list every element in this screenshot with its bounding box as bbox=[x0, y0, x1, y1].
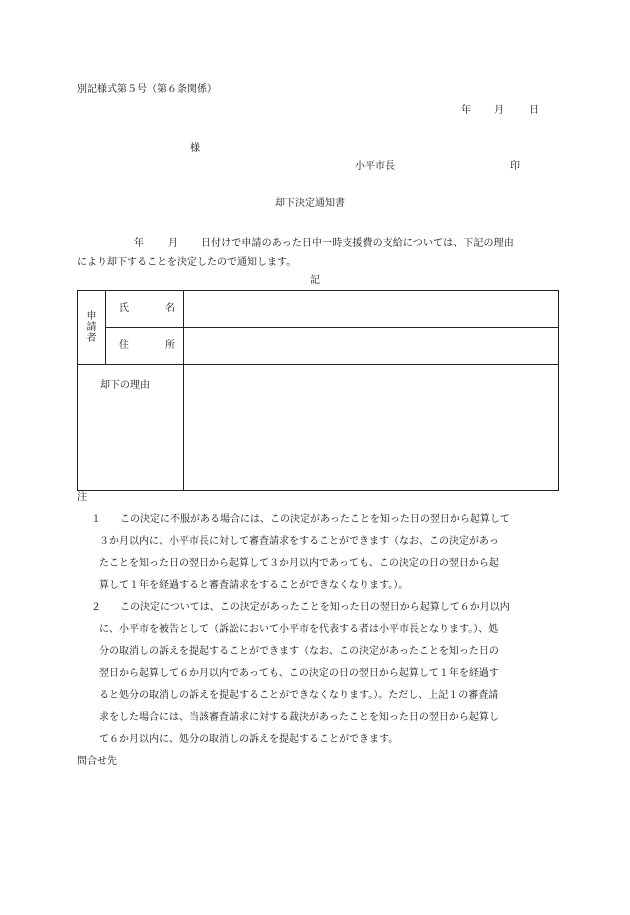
name-label-a: 氏 bbox=[119, 303, 129, 314]
address-field[interactable] bbox=[184, 328, 559, 365]
reason-label: 却下の理由 bbox=[100, 380, 150, 391]
address-label-a: 住 bbox=[119, 340, 129, 351]
form-number: 別記様式第５号（第６条関係） bbox=[77, 84, 217, 95]
note-number: １ bbox=[91, 514, 101, 525]
address-label-b: 所 bbox=[165, 340, 175, 351]
applicant-form-table bbox=[77, 290, 559, 491]
name-label-b: 名 bbox=[165, 303, 175, 314]
note-line: ると処分の取消しの訴えを提起することができなくなります。）。ただし、上記１の審査請 bbox=[99, 690, 499, 701]
issuer-title: 小平市長 bbox=[355, 161, 395, 172]
applicant-label: 申請者 bbox=[86, 311, 97, 344]
note-item-1 bbox=[77, 509, 559, 597]
note-line: この決定に不服がある場合には、この決定があったことを知った日の翌日から起算して bbox=[120, 514, 510, 525]
name-field[interactable] bbox=[184, 291, 559, 328]
intro-year: 年 bbox=[134, 238, 144, 249]
document-title: 却下決定通知書 bbox=[275, 198, 345, 209]
ki-label: 記 bbox=[310, 275, 320, 286]
contact-label: 問合せ先 bbox=[77, 756, 117, 767]
address-label-cell bbox=[106, 328, 184, 365]
addressee-honorific: 様 bbox=[190, 143, 200, 154]
note-item-2 bbox=[77, 597, 559, 751]
reason-label-cell bbox=[78, 365, 184, 491]
note-number: ２ bbox=[91, 602, 101, 613]
intro-line1: 日付けで申請のあった日中一時支援費の支給については、下記の理由 bbox=[201, 238, 514, 249]
note-line: 翌日から起算して６か月以内であっても、この決定の日の翌日から起算して１年を経過す bbox=[99, 668, 499, 679]
note-line: ３か月以内に、小平市長に対して審査請求をすることができます（なお、この決定があっ bbox=[99, 536, 499, 547]
intro-month: 月 bbox=[168, 238, 178, 249]
applicant-cell bbox=[78, 291, 106, 365]
name-label-cell bbox=[106, 291, 184, 328]
note-line: 算して１年を経過すると審査請求をすることができなくなります。）。 bbox=[99, 580, 409, 591]
note-line: この決定については、この決定があったことを知った日の翌日から起算して６か月以内 bbox=[120, 602, 510, 613]
date-year-label: 年 bbox=[461, 105, 471, 116]
issuer-seal: 印 bbox=[510, 161, 520, 172]
date-day-label: 日 bbox=[529, 105, 539, 116]
note-line: たことを知った日の翌日から起算して３か月以内であっても、この決定の日の翌日から起 bbox=[99, 558, 499, 569]
date-month-label: 月 bbox=[494, 105, 504, 116]
note-line: に、小平市を被告として（訴訟において小平市を代表する者は小平市長となります。）、処 bbox=[99, 624, 499, 635]
intro-line2: により却下することを決定したので通知します。 bbox=[77, 257, 297, 268]
note-line: て６か月以内に、処分の取消しの訴えを提起することができます。 bbox=[99, 734, 399, 745]
reason-field[interactable] bbox=[184, 365, 559, 491]
note-line: 求をした場合には、当該審査請求に対する裁決があったことを知った日の翌日から起算し bbox=[99, 712, 499, 723]
note-line: 分の取消しの訴えを提起することができます（なお、この決定があったことを知った日の bbox=[99, 646, 499, 657]
notes-heading: 注 bbox=[77, 492, 87, 503]
